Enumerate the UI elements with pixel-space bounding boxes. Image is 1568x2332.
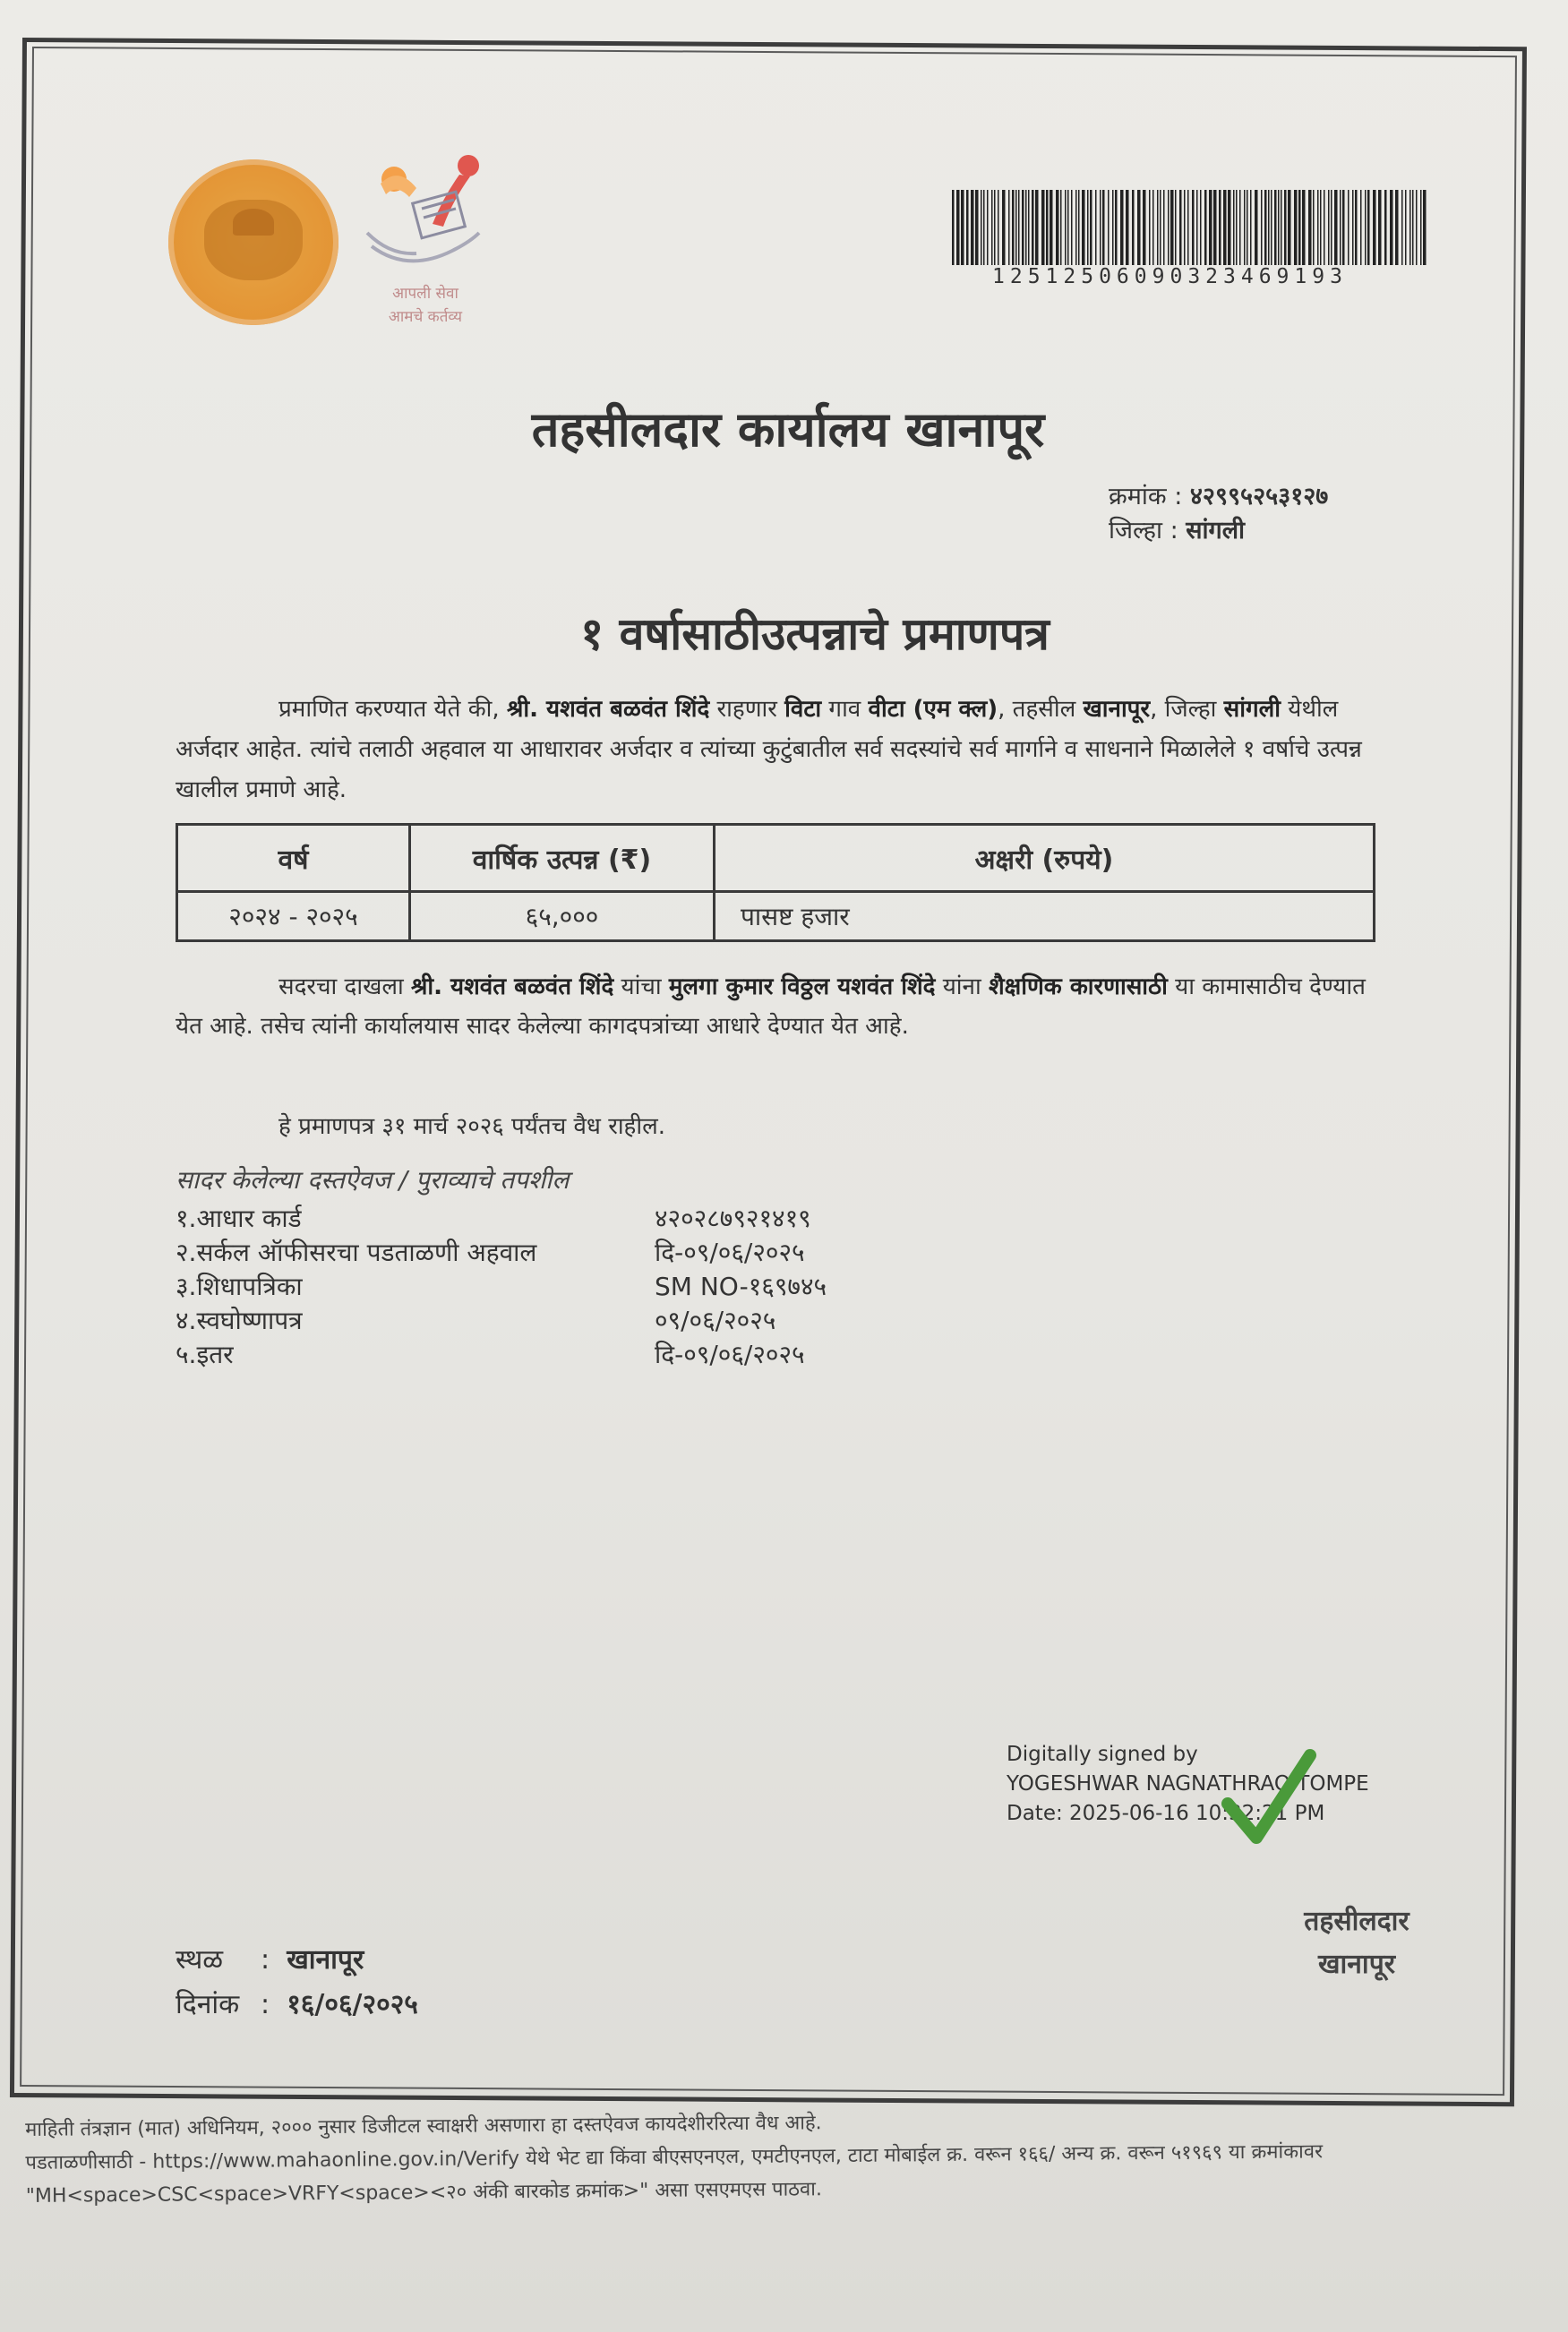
list-item: २.सर्कल ऑफीसरचा पडताळणी अहवाल दि-०९/०६/२०२५ [176, 1238, 805, 1267]
logo-caption-line2: आमचे कर्तव्य [388, 308, 463, 326]
logo-caption [363, 282, 488, 329]
col-annual-income: वार्षिक उत्पन्न (₹) [410, 825, 715, 892]
reference-meta [1109, 480, 1328, 548]
authority-title: तहसीलदार [1304, 1906, 1409, 1937]
list-item: ५.इतर दि-०९/०६/२०२५ [176, 1340, 805, 1369]
footer-line3: "MH<space>CSC<space>VRFY<space><२० अंकी बारकोड क्रमांक>" असा एसएमएस पाठवा. [25, 2178, 823, 2208]
signer-name: YOGESHWAR NAGNATHRAO TOMPE [1007, 1772, 1369, 1796]
barcode [952, 190, 1427, 265]
signature-date: Date: 2025-06-16 10:32:21 PM [1007, 1802, 1325, 1825]
income-table [176, 823, 1375, 942]
validity-text: हे प्रमाणपत्र ३१ मार्च २०२६ पर्यंतच वैध राहील. [278, 1113, 665, 1140]
signature-valid-check-icon [1221, 1748, 1319, 1856]
jilha-row [1109, 514, 1328, 548]
col-in-words: अक्षरी (रुपये) [715, 825, 1375, 892]
table-row [177, 892, 1375, 941]
jilha-label: जिल्हा : [1109, 517, 1178, 544]
maharashtra-emblem-icon [168, 159, 338, 325]
applicant-name: श्री. यशवंत बळवंत शिंदे [506, 696, 710, 723]
income-cell: ६५,००० [410, 892, 715, 941]
documents-heading: सादर केलेल्या दस्तऐवज / पुराव्याचे तपशील [176, 1165, 570, 1195]
list-item: १.आधार कार्ड ४२०२८७९२१४१९ [176, 1204, 811, 1233]
footer-note [25, 2100, 1566, 2213]
list-item: ४.स्वघोष्णापत्र ०९/०६/२०२५ [176, 1306, 776, 1335]
kramank-label: क्रमांक : [1109, 483, 1183, 510]
list-item: ३.शिधापत्रिका SM NO-१६९७४५ [176, 1272, 827, 1301]
place-date [176, 1938, 418, 2028]
place-row: स्थळ : खानापूर [176, 1944, 364, 1976]
signature-line1: Digitally signed by [1007, 1743, 1198, 1766]
col-year: वर्ष [177, 825, 410, 892]
intro-paragraph: प्रमाणित करण्यात येते की, श्री. यशवंत बळवंत शिंदे राहणार विटा गाव वीटा (एम क्ल), तहसील खानापूर, जिल्हा सांगली येथील अर्जदार आहेत. त्यांचे तलाठी अहवाल या आधारावर अर्जदार व त्यांच्या कुटुंबातील सर्व सदस्यांचे सर्व मार्गाने व साधनाने मिळालेले १ वर्षाचे उत्पन्न खालील प्रमाणे आहे. [176, 696, 1362, 803]
purpose-paragraph: सदरचा दाखला श्री. यशवंत बळवंत शिंदे यांचा मुलगा कुमार विठ्ठल यशवंत शिंदे यांना शैक्षणिक कारणासाठी या कामासाठीच देण्यात येत आहे. तसेच त्यांनी कार्यालयास सादर केलेल्या कागदपत्रांच्या आधारे देण्यात येत आहे. [176, 973, 1366, 1040]
kramank-row [1109, 480, 1328, 514]
date-row: दिनांक : १६/०६/२०२५ [176, 1989, 418, 2020]
office-title: तहसीलदार कार्यालय खानापूर [531, 401, 1045, 458]
logo-caption-line1: आपली सेवा [392, 285, 458, 303]
authority-place: खानापूर [1317, 1949, 1396, 1980]
footer-line2: पडताळणीसाठी - https://www.mahaonline.gov.in/Verify येथे भेट द्या किंवा बीएसएनएल, एमटीएनएल, टाटा मोबाईल क्र. वरून १६६/ अन्य क्र. वरून ५१९६९ या क्रमांकावर [25, 2140, 1324, 2174]
documents-list [176, 1202, 827, 1372]
year-cell: २०२४ - २०२५ [177, 892, 410, 941]
kramank-value: ४२९९५२५३१२७ [1189, 483, 1329, 510]
words-cell: पासष्ट हजार [715, 892, 1375, 941]
jilha-value: सांगली [1186, 517, 1246, 544]
barcode-number: 12512506090323469193 [992, 265, 1348, 288]
certificate-title: १ वर्षासाठीउत्पन्नाचे प्रमाणपत्र [580, 608, 1050, 660]
income-table-header [177, 825, 1375, 892]
footer-line1: माहिती तंत्रज्ञान (मात) अधिनियम, २००० नुसार डिजीटल स्वाक्षरी असणारा हा दस्तऐवज कायदेशीररित्या वैध आहे. [25, 2112, 822, 2141]
authority-block [1281, 1900, 1433, 1986]
